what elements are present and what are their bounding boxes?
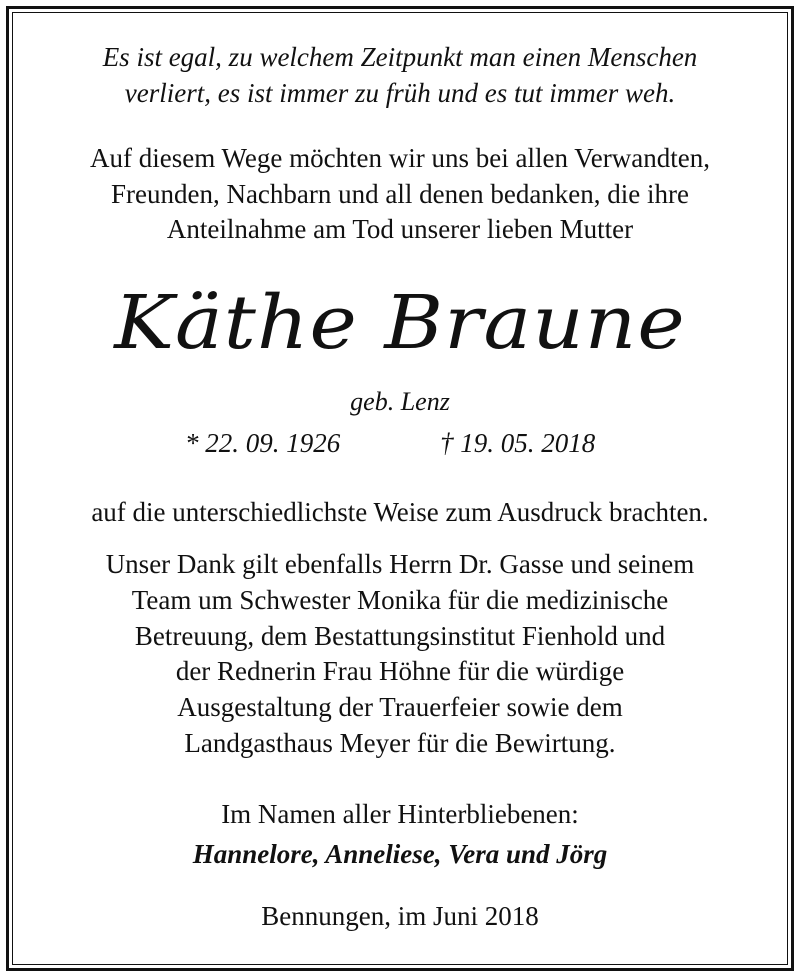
intro-line-2: Freunden, Nachbarn und all denen bedanken, die ihre [110, 179, 690, 209]
deceased-name: Käthe Braune [114, 280, 686, 366]
intro-line-3: Anteilnahme am Tod unserer lieben Mutter [166, 214, 634, 244]
death-date: † 19. 05. 2018 [440, 428, 596, 458]
thanks-line-5: Ausgestaltung der Trauerfeier sowie dem [177, 692, 623, 722]
closing-line: auf die unterschiedlichste Weise zum Ausdruck brachten. [91, 497, 709, 527]
signature-intro: Im Namen aller Hinterbliebenen: [221, 799, 579, 829]
thanks-line-6: Landgasthaus Meyer für die Bewirtung. [184, 728, 616, 758]
thanks-line-1: Unser Dank gilt ebenfalls Herrn Dr. Gasse und seinem [105, 549, 695, 579]
signature-names: Hannelore, Anneliese, Vera und Jörg [192, 839, 608, 869]
thanks-line-2: Team um Schwester Monika für die medizinische [131, 585, 669, 615]
maiden-name: geb. Lenz [350, 387, 450, 416]
quote-line-2: verliert, es ist immer zu früh und es tut immer weh. [124, 78, 676, 108]
quote-line-1: Es ist egal, zu welchem Zeitpunkt man einen Menschen [102, 42, 698, 72]
thanks-line-3: Betreuung, dem Bestattungsinstitut Fienhold und [134, 621, 666, 651]
thanks-line-4: der Rednerin Frau Höhne für die würdige [175, 656, 625, 686]
birth-date: * 22. 09. 1926 [185, 428, 341, 458]
intro-line-1: Auf diesem Wege möchten wir uns bei allen Verwandten, [90, 143, 710, 173]
place-date: Bennungen, im Juni 2018 [261, 901, 539, 931]
